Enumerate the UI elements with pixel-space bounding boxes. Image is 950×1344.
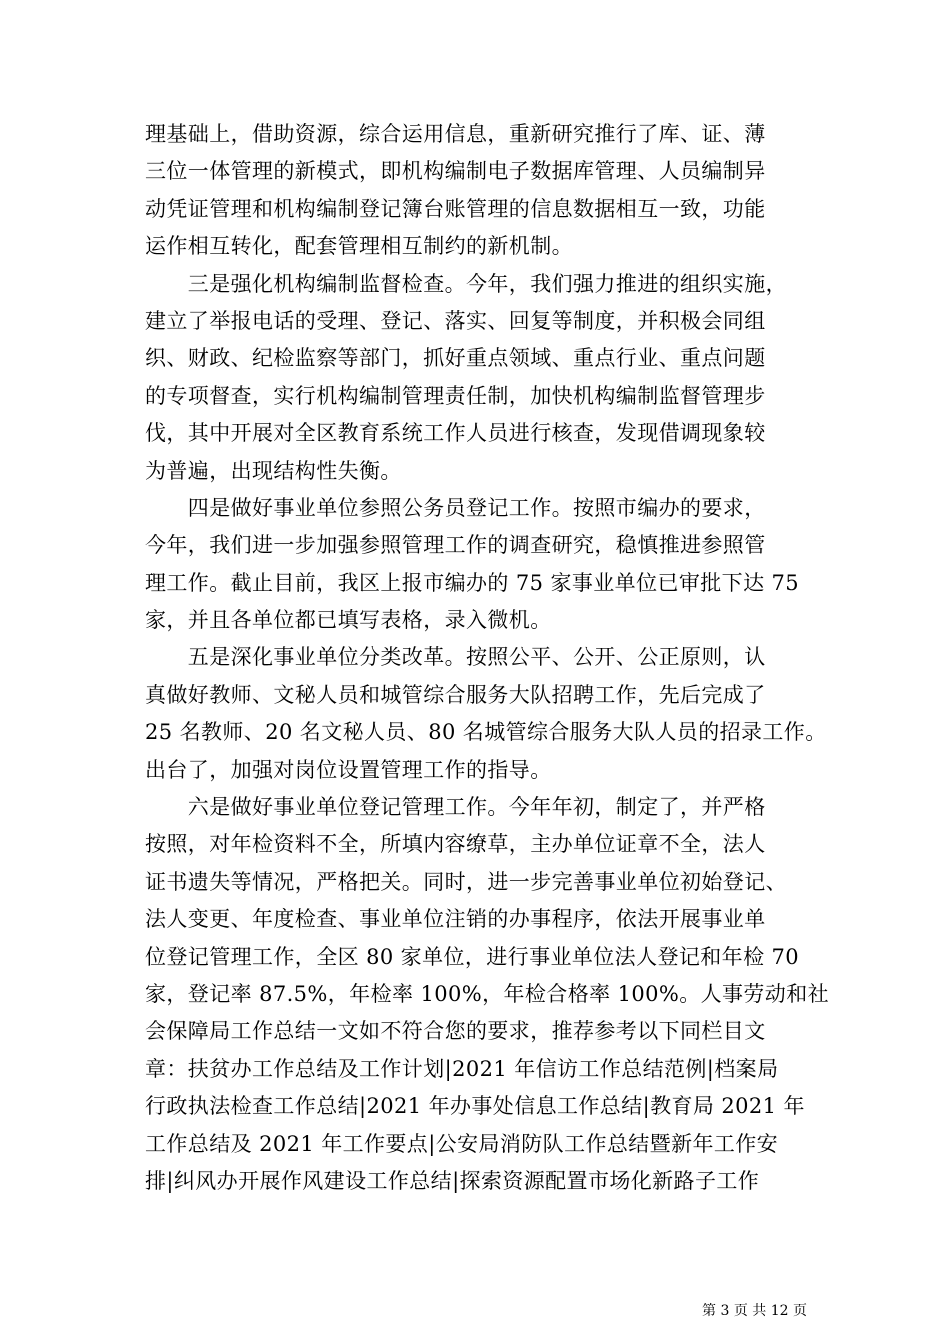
text-line: 织、财政、纪检监察等部门，抓好重点领域、重点行业、重点问题 [145, 346, 766, 371]
text-line: 建立了举报电话的受理、登记、落实、回复等制度，并积极会同组 [145, 308, 766, 333]
text-line: 真做好教师、文秘人员和城管综合服务大队招聘工作，先后完成了 [145, 682, 766, 707]
text-line: 证书遗失等情况，严格把关。同时，进一步完善事业单位初始登记、 [145, 869, 787, 894]
text-line: 排|纠风办开展作风建设工作总结|探索资源配置市场化新路子工作 [145, 1168, 760, 1193]
text-line: 三是强化机构编制监督检查。今年，我们强力推进的组织实施， [145, 271, 787, 296]
text-line: 位登记管理工作，全区 80 家单位，进行事业单位法人登记和年检 70 [145, 944, 800, 969]
text-line: 家，登记率 87.5%，年检率 100%，年检合格率 100%。人事劳动和社 [145, 981, 830, 1006]
text-line: 工作总结及 2021 年工作要点|公安局消防队工作总结暨新年工作安 [145, 1131, 779, 1156]
text-line: 的专项督查，实行机构编制管理责任制，加快机构编制监督管理步 [145, 383, 766, 408]
text-line: 运作相互转化，配套管理相互制约的新机制。 [145, 234, 573, 259]
text-line: 六是做好事业单位登记管理工作。今年年初，制定了，并严格 [145, 795, 766, 820]
text-line: 出台了，加强对岗位设置管理工作的指导。 [145, 757, 552, 782]
text-line: 今年，我们进一步加强参照管理工作的调查研究，稳慎推进参照管 [145, 533, 766, 558]
text-line: 家，并且各单位都已填写表格，录入微机。 [145, 608, 552, 633]
text-line: 章：扶贫办工作总结及工作计划|2021 年信访工作总结范例|档案局 [145, 1056, 779, 1081]
text-line: 行政执法检查工作总结|2021 年办事处信息工作总结|教育局 2021 年 [145, 1094, 805, 1119]
text-line: 理基础上，借助资源，综合运用信息，重新研究推行了库、证、薄 [145, 122, 766, 146]
text-line: 三位一体管理的新模式，即机构编制电子数据库管理、人员编制异 [145, 159, 766, 184]
text-line: 25 名教师、20 名文秘人员、80 名城管综合服务大队人员的招录工作。 [145, 720, 827, 745]
text-line: 理工作。截止目前，我区上报市编办的 75 家事业单位已审批下达 75 [145, 570, 800, 595]
page-number-footer: 第 3 页 共 12 页 [702, 1303, 807, 1319]
text-line: 四是做好事业单位参照公务员登记工作。按照市编办的要求， [145, 495, 766, 520]
text-line: 按照，对年检资料不全，所填内容缭草，主办单位证章不全，法人 [145, 832, 766, 857]
text-line: 动凭证管理和机构编制登记簿台账管理的信息数据相互一致，功能 [145, 196, 766, 221]
body-text [145, 116, 830, 1200]
text-line: 会保障局工作总结一文如不符合您的要求，推荐参考以下同栏目文 [145, 1019, 766, 1044]
text-line: 为普遍，出现结构性失衡。 [145, 458, 402, 483]
text-line: 五是深化事业单位分类改革。按照公平、公开、公正原则，认 [145, 645, 766, 670]
text-line: 伐，其中开展对全区教育系统工作人员进行核查，发现借调现象较 [145, 421, 766, 446]
text-line: 法人变更、年度检查、事业单位注销的办事程序，依法开展事业单 [145, 907, 766, 932]
